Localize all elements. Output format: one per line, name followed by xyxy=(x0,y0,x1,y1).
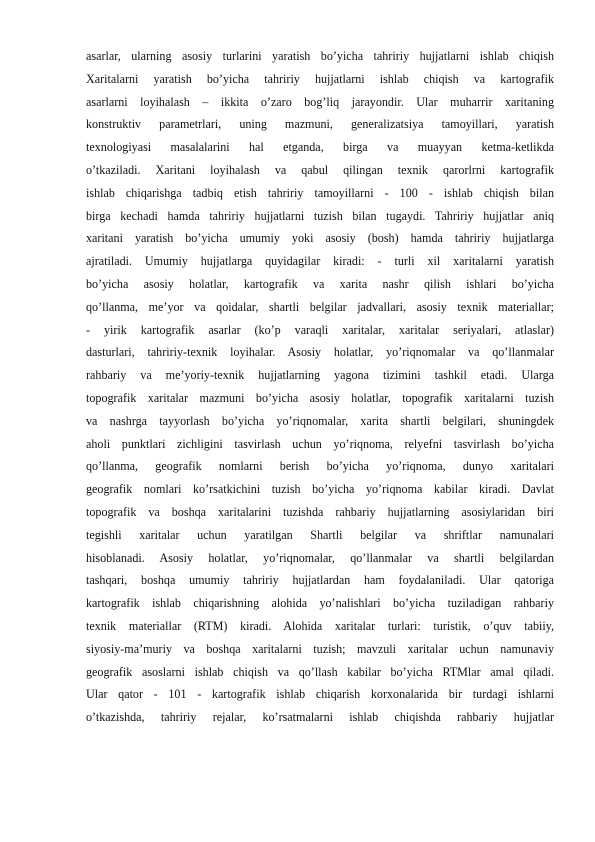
text-line-24: tashqari, boshqa umumiy tahririy hujjatlardan ham foydalaniladi. Ular qatoriga xyxy=(86,573,554,588)
text-line-25: kartografik ishlab chiqarishning alohida yo’nalishlari bo’yicha tuziladigan rahbariy xyxy=(86,596,554,611)
text-line-12: qo’llanma, me’yor va qoidalar, shartli belgilar jadvallari, asosiy texnik materiallar; xyxy=(86,299,554,314)
text-line-19: qo’llanma, geografik nomlarni berish bo’yicha yo’riqnoma, dunyo xaritalari xyxy=(86,459,554,474)
text-line-30: o’tkazishda, tahririy rejalar, ko’rsatmalarni ishlab chiqishda rahbariy hujjatlar xyxy=(86,710,554,725)
text-line-7: ishlab chiqarishga tadbiq etish tahririy tamoyillarni - 100 - ishlab chiqish bilan xyxy=(86,185,554,200)
text-line-6: o’tkaziladi. Xaritani loyihalash va qabul qilingan texnik qarorlrni kartografik xyxy=(86,162,554,177)
text-line-22: tegishli xaritalar uchun yaratilgan Shartli belgilar va shriftlar namunalari xyxy=(86,527,554,542)
text-line-20: geografik nomlari ko’rsatkichini tuzish bo’yicha yo’riqnoma kabilar kiradi. Davlat xyxy=(86,482,554,497)
text-line-2: Xaritalarni yaratish bo’yicha tahririy hujjatlarni ishlab chiqish va kartografik xyxy=(86,71,554,86)
text-line-27: siyosiy-ma’muriy va boshqa xaritalarni tuzish; mavzuli xaritalar uchun namunaviy xyxy=(86,641,554,656)
text-line-8: birga kechadi hamda tahririy hujjatlarni tuzish bilan tugaydi. Tahririy hujjatlar aniq xyxy=(86,208,554,223)
text-line-18: aholi punktlari zichligini tasvirlash uchun yo’riqnoma, relyefni tasvirlash bo’yicha xyxy=(86,436,554,451)
text-line-10: ajratiladi. Umumiy hujjatlarga quyidagilar kiradi: - turli xil xaritalarni yaratish xyxy=(86,254,554,269)
text-line-17: va nashrga tayyorlash bo’yicha yo’riqnomalar, xarita shartli belgilari, shuningdek xyxy=(86,413,554,428)
text-line-15: rahbariy va me’yoriy-texnik hujjatlarning yagona tizimini tashkil etadi. Ularga xyxy=(86,368,554,383)
text-line-13: - yirik kartografik asarlar (ko’p varaqli xaritalar, xaritalar seriyalari, atlaslar) xyxy=(86,322,554,337)
text-line-1: asarlar, ularning asosiy turlarini yaratish bo’yicha tahririy hujjatlarni ishlab chiqish xyxy=(86,49,554,63)
text-line-11: bo’yicha asosiy holatlar, kartografik va xarita nashr qilish ishlari bo’yicha xyxy=(86,276,554,291)
text-line-4: konstruktiv parametrlari, uning mazmuni, generalizatsiya tamoyillari, yaratish xyxy=(86,117,554,132)
text-line-29: Ular qator - 101 - kartografik ishlab chiqarish korxonalarida bir turdagi ishlarni xyxy=(86,687,554,702)
text-line-9: xaritani yaratish bo’yicha umumiy yoki asosiy (bosh) hamda tahririy hujjatlarga xyxy=(86,231,554,246)
document-body xyxy=(86,45,554,729)
text-line-3: asarlarni loyihalash – ikkita o’zaro bog’liq jarayondir. Ular muharrir xaritaning xyxy=(86,94,554,109)
text-line-5: texnologiyasi masalalarini hal etganda, birga va muayyan ketma-ketlikda xyxy=(86,140,554,155)
text-line-14: dasturlari, tahririy-texnik loyihalar. Asosiy holatlar, yo’riqnomalar va qo’llanmalar xyxy=(86,345,554,360)
text-line-21: topografik va boshqa xaritalarini tuzishda rahbariy hujjatlarning asosiylaridan biri xyxy=(86,504,554,519)
text-line-23: hisoblanadi. Asosiy holatlar, yo’riqnomalar, qo’llanmalar va shartli belgilardan xyxy=(86,550,554,565)
text-line-28: geografik asoslarni ishlab chiqish va qo’llash kabilar bo’yicha RTMlar amal qiladi. xyxy=(86,664,554,679)
text-line-26: texnik materiallar (RTM) kiradi. Alohida xaritalar turlari: turistik, o’quv tabiiy, xyxy=(86,618,554,633)
text-line-16: topografik xaritalar mazmuni bo’yicha asosiy holatlar, topografik xaritalarni tuzish xyxy=(86,390,554,405)
